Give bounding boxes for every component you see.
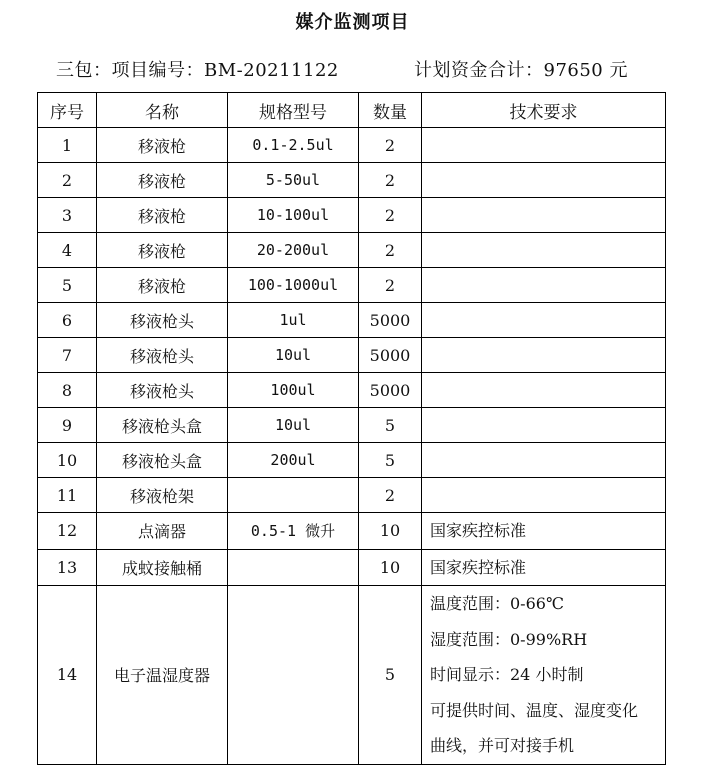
cell-name: 电子温湿度器 <box>97 586 228 765</box>
table-row <box>38 373 666 408</box>
cell-no: 7 <box>38 338 97 373</box>
cell-name: 移液枪头 <box>97 373 228 408</box>
cell-tech <box>422 268 666 303</box>
cell-spec: 0.5-1 微升 <box>228 513 359 550</box>
cell-no: 6 <box>38 303 97 338</box>
cell-name: 移液枪 <box>97 163 228 198</box>
cell-no: 12 <box>38 513 97 550</box>
cell-spec <box>228 478 359 513</box>
cell-no: 1 <box>38 128 97 163</box>
cell-spec: 1ul <box>228 303 359 338</box>
cell-no: 2 <box>38 163 97 198</box>
header-qty: 数量 <box>359 93 422 128</box>
table-row <box>38 513 666 550</box>
cell-spec: 100-1000ul <box>228 268 359 303</box>
cell-spec: 10-100ul <box>228 198 359 233</box>
tech-requirement-line: 湿度范围：0-99%RH <box>430 629 588 649</box>
cell-spec: 20-200ul <box>228 233 359 268</box>
cell-tech <box>422 549 666 586</box>
cell-qty: 10 <box>359 549 422 586</box>
cell-qty: 2 <box>359 128 422 163</box>
table-row <box>38 338 666 373</box>
header-no: 序号 <box>38 93 97 128</box>
package-info: 三包：项目编号：BM-20211122 <box>56 60 339 81</box>
cell-qty: 5 <box>359 443 422 478</box>
table-row <box>38 233 666 268</box>
cell-spec <box>228 586 359 765</box>
cell-tech <box>422 373 666 408</box>
cell-tech <box>422 163 666 198</box>
table-row <box>38 408 666 443</box>
cell-qty: 10 <box>359 513 422 550</box>
header-name: 名称 <box>97 93 228 128</box>
cell-no: 3 <box>38 198 97 233</box>
cell-tech <box>422 586 666 765</box>
table-header-row <box>38 93 666 128</box>
table-row <box>38 549 666 586</box>
cell-tech <box>422 198 666 233</box>
cell-no: 5 <box>38 268 97 303</box>
cell-name: 点滴器 <box>97 513 228 550</box>
cell-no: 8 <box>38 373 97 408</box>
cell-spec: 200ul <box>228 443 359 478</box>
cell-name: 移液枪 <box>97 128 228 163</box>
tech-requirement-line: 曲线，并可对接手机 <box>430 736 575 755</box>
cell-qty: 5 <box>359 586 422 765</box>
cell-tech <box>422 478 666 513</box>
cell-tech <box>422 303 666 338</box>
cell-tech <box>422 233 666 268</box>
cell-qty: 5000 <box>359 338 422 373</box>
cell-spec: 10ul <box>228 338 359 373</box>
table-row <box>38 163 666 198</box>
cell-tech <box>422 443 666 478</box>
cell-tech <box>422 128 666 163</box>
cell-tech <box>422 513 666 550</box>
cell-qty: 5000 <box>359 373 422 408</box>
cell-qty: 5000 <box>359 303 422 338</box>
cell-qty: 2 <box>359 478 422 513</box>
cell-spec: 100ul <box>228 373 359 408</box>
cell-spec: 10ul <box>228 408 359 443</box>
cell-name: 成蚊接触桶 <box>97 549 228 586</box>
budget-info: 计划资金合计：97650 元 <box>414 60 628 81</box>
table-row <box>38 128 666 163</box>
table-row <box>38 198 666 233</box>
cell-tech <box>422 408 666 443</box>
cell-name: 移液枪 <box>97 268 228 303</box>
cell-qty: 2 <box>359 198 422 233</box>
cell-qty: 2 <box>359 233 422 268</box>
tech-requirement-line: 国家疾控标准 <box>430 521 527 540</box>
equipment-table <box>37 92 666 765</box>
cell-name: 移液枪 <box>97 198 228 233</box>
cell-qty: 2 <box>359 268 422 303</box>
tech-requirement-line: 可提供时间、温度、湿度变化 <box>430 700 639 720</box>
cell-name: 移液枪头盒 <box>97 408 228 443</box>
table-row <box>38 443 666 478</box>
cell-no: 14 <box>38 586 97 765</box>
table-row <box>38 303 666 338</box>
cell-no: 4 <box>38 233 97 268</box>
cell-qty: 5 <box>359 408 422 443</box>
cell-spec <box>228 549 359 586</box>
cell-no: 13 <box>38 549 97 586</box>
cell-spec: 0.1-2.5ul <box>228 128 359 163</box>
cell-name: 移液枪头盒 <box>97 443 228 478</box>
cell-name: 移液枪头 <box>97 338 228 373</box>
table-row <box>38 478 666 513</box>
header-tech: 技术要求 <box>422 93 666 128</box>
cell-no: 11 <box>38 478 97 513</box>
cell-no: 10 <box>38 443 97 478</box>
cell-name: 移液枪头 <box>97 303 228 338</box>
table-row <box>38 586 666 765</box>
tech-requirement-line: 时间显示：24 小时制 <box>430 665 584 684</box>
page-title: 媒介监测项目 <box>295 12 410 33</box>
tech-requirement-line: 温度范围：0-66℃ <box>430 594 564 613</box>
cell-no: 9 <box>38 408 97 443</box>
header-spec: 规格型号 <box>228 93 359 128</box>
tech-requirement-line: 国家疾控标准 <box>430 557 527 577</box>
table-body <box>38 128 666 765</box>
cell-qty: 2 <box>359 163 422 198</box>
cell-spec: 5-50ul <box>228 163 359 198</box>
cell-name: 移液枪 <box>97 233 228 268</box>
cell-tech <box>422 338 666 373</box>
cell-name: 移液枪架 <box>97 478 228 513</box>
table-row <box>38 268 666 303</box>
